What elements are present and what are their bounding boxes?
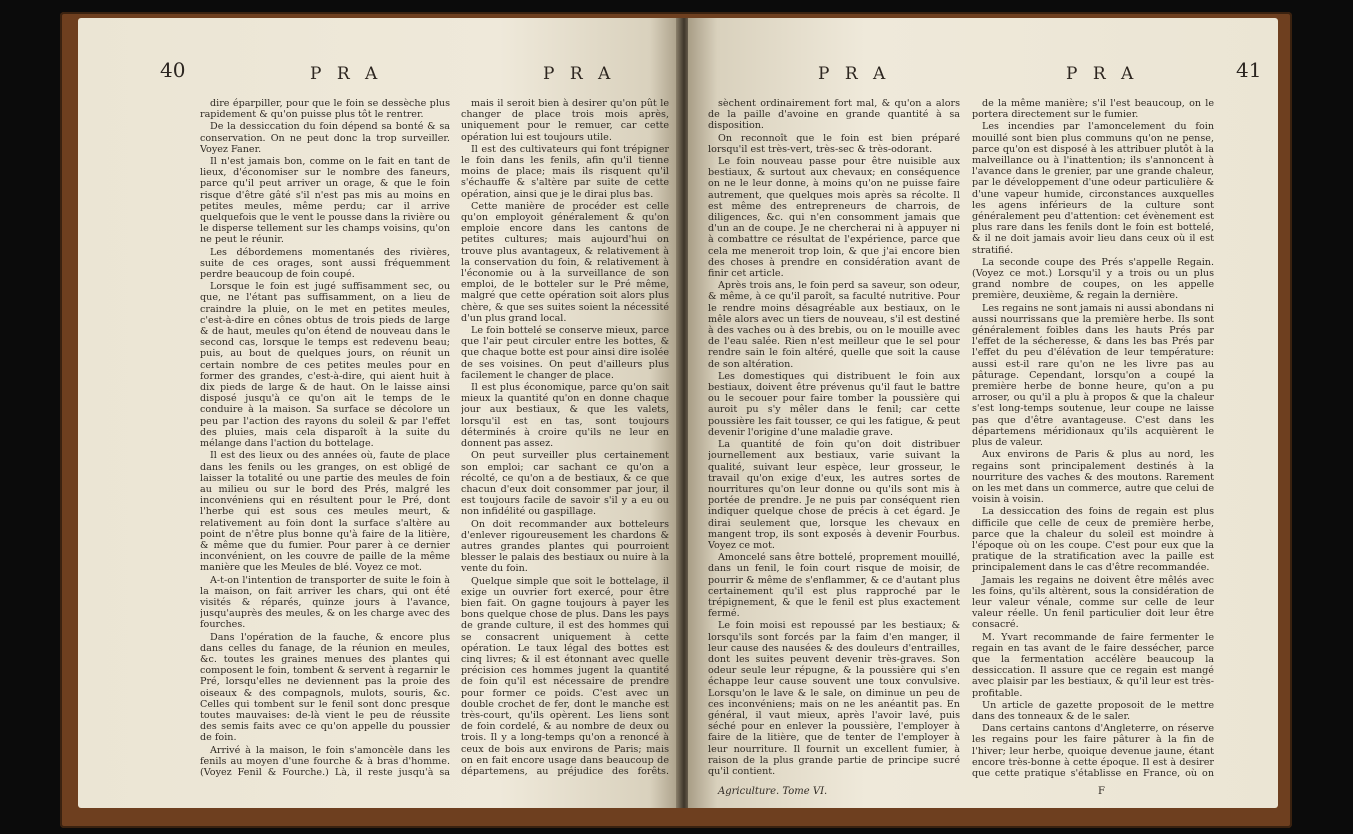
running-head-right-2: P R A (1066, 64, 1139, 84)
paragraph: La dessiccation des foins de regain est plus difficile que celle de ceux de première herbe, parce que la chaleur du soleil est moindre à l'époque où on les coupe. C'est pour eux que la pratique de la stratification avec la paille est principalement dans le cas d'être recommandée. (972, 506, 1214, 574)
paragraph: Après trois ans, le foin perd sa saveur, son odeur, & même, à ce qu'il paroît, sa faculté nutritive. Pour le rendre moins désagréable aux bestiaux, on le mêle alors avec un tiers de nouveau, s'il est destiné à des vaches ou à des brebis, ou on le mouille avec de l'eau salée. Rien n'est meilleur que le sel pour rendre sain le foin altéré, quelle que soit la cause de son altération. (708, 280, 960, 370)
paragraph: Les débordemens momentanés des rivières, suite de ces orages, sont aussi fréquemment perdre beaucoup de foin coupé. (200, 246, 450, 281)
paragraph: Dans l'opération de la fauche, & encore plus dans celles du fanage, de la réunion en meules, &c. toutes les graines menues des plantes qui composent le foin, tombent & servent à regarnir le Pré, lorsqu'elles ne deviennent pas la proie des oiseaux & des compagnols, mulots, souris, &c. Celles qui tombent sur le fenil sont donc presque toutes mauvaises: de-là vient le peu de réussite des semis faits avec ce qu'on appelle du poussier de foin. (200, 631, 450, 744)
paragraph: Les incendies par l'amoncelement du foin mouillé sont bien plus communs qu'on ne pense, parce qu'on est disposé à les attribuer plutôt à la malveillance ou à l'inattention; ils s'annoncent à l'avance dans le grenier, par une grande chaleur, par le développement d'une odeur particulière & d'une vapeur humide, circonstances auxquelles les agens inférieurs de la culture sont généralement peu d'attention: cet évènement est plus rare dans les fenils dont le foin est bottelé, & il ne doit jamais avoir lieu dans ceux où il est stratifié. (972, 121, 1214, 256)
paragraph: Aux environs de Paris & plus au nord, les regains sont principalement destinés à la nourriture des vaches & des moutons. Rarement on les met dans un commerce, autre que celui de voisin à voisin. (972, 449, 1214, 506)
paragraph: Il est plus économique, parce qu'on sait mieux la quantité qu'on en donne chaque jour aux bestiaux, & que les valets, lorsqu'il est en tas, sont toujours déterminés à croire qu'ils ne leur en donnent pas assez. (461, 382, 669, 450)
paragraph: La seconde coupe des Prés s'appelle Regain. (Voyez ce mot.) Lorsqu'il y a trois ou un plus grand nombre de coupes, on les appelle première, deuxième, & regain la dernière. (972, 256, 1214, 302)
paragraph: Jamais les regains ne doivent être mêlés avec les foins, qu'ils altèrent, sous la considération de leur valeur vénale, comme sur celle de leur valeur réelle. Un fenil particulier doit leur être consacré. (972, 574, 1214, 631)
paragraph: dire éparpiller, pour que le foin se dessèche plus rapidement & qu'on puisse plus tôt le rentrer. (200, 98, 450, 121)
paragraph: Les regains ne sont jamais ni aussi abondans ni aussi nourrissans que la première herbe. Ils sont généralement foibles dans les hauts Prés par l'effet de la sécheresse, & dans les bas Prés par l'effet du peu d'élévation de leur température: aussi est-il rare qu'on ne les livre pas au pâturage. Cependant, lorsqu'on a coupé la première herbe de bonne heure, qu'on a pu arroser, ou qu'il a plu à propos & que la chaleur s'est long-temps soutenue, leur coupe ne laisse pas que d'être avantageuse. C'est dans les départemens méridionaux qu'ils acquièrent le plus de valeur. (972, 302, 1214, 449)
right-page (688, 18, 1278, 808)
paragraph: La quantité de foin qu'on doit distribuer journellement aux bestiaux, varie suivant la qualité, suivant leur espèce, leur grosseur, le travail qu'on exige d'eux, les autres sortes de nourritures qu'on leur donne ou qu'ils sont mis à portée de prendre. Je ne puis par conséquent rien indiquer quelque chose de précis à cet égard. Je dirai seulement que, lorsque les chevaux en mangent trop, ils sont exposés à devenir Fourbus. Voyez ce mot. (708, 439, 960, 551)
paragraph: sèchent ordinairement fort mal, & qu'on a alors de la paille d'avoine en grande quantité à sa disposition. (708, 98, 960, 132)
paragraph: Lorsque le foin est jugé suffisamment sec, ou que, ne l'étant pas suffisamment, on a lieu de craindre la pluie, on le met en petites meules, c'est-à-dire en cônes obtus de trois pieds de large & de haut, meules qu'on étend de nouveau dans le second cas, lorsque le temps est redevenu beau; puis, au bout de quelques jours, on réunit un certain nombre de ces petites meules pour en former des grandes, c'est-à-dire, qui aient huit à dix pieds de large & de haut. On le laisse ainsi disposé jusqu'à ce qu'on ait le temps de le conduire à la maison. Sa surface se décolore un peu par l'action des rayons du soleil & par l'effet des pluies, mais cela disparoît à la suite du mélange dans l'action du bottelage. (200, 281, 450, 450)
running-head-left: P R A (310, 64, 383, 84)
running-head-left-2: P R A (543, 64, 616, 84)
text-column-left-1 (200, 98, 450, 778)
running-head-right: P R A (818, 64, 891, 84)
text-column-right-2 (972, 98, 1214, 778)
paragraph: de la même manière; s'il l'est beaucoup, on le portera directement sur le fumier. (972, 98, 1214, 121)
page-footer: Agriculture. Tome VI. (718, 786, 828, 797)
paragraph: Amoncelé sans être bottelé, proprement mouillé, dans un fenil, le foin court risque de moisir, de pourrir & même de s'enflammer, & ce d'autant plus certainement qu'il est plus rapproché par le trépignement, & que le fenil est plus exactement fermé. (708, 552, 960, 620)
paragraph: Arrivé à la maison, le foin s'amoncèle dans les fenils au moyen d'une fourche & à bras d'homme. (Voyez Fenil & Fourche.) Là, il reste jusqu'à sa (200, 744, 450, 778)
paragraph: mais il seroit bien à desirer qu'on pût le changer de place trois mois après, uniquement pour le remuer, car cette opération lui est toujours utile. (461, 98, 669, 143)
paragraph: Le foin nouveau passe pour être nuisible aux bestiaux, & surtout aux chevaux; en conséquence on ne le leur donne, à moins qu'on ne puisse faire autrement, que quelques mois après sa récolte. Il est même des entrepreneurs de charrois, de diligences, &c. qui n'en consomment jamais que d'un an de coupe. Je ne chercherai ni à appuyer ni à combattre ce résultat de l'expérience, parce que cela me meneroit trop loin, & que j'ai encore bien des choses à prendre en considération avant de finir cet article. (708, 156, 960, 280)
page-number-left: 40 (160, 58, 186, 82)
left-page (78, 18, 680, 808)
paragraph: On peut surveiller plus certainement son emploi; car sachant ce qu'on a récolté, ce qu'on a de bestiaux, & ce que chacun d'eux doit consommer par jour, il est toujours facile de savoir s'il y a eu ou non infidélité ou gaspillage. (461, 450, 669, 518)
paragraph: A-t-on l'intention de transporter de suite le foin à la maison, on fait arriver les chars, qui ont été visités & réparés, quinze jours à l'avance, jusqu'auprès des meules, & on les charge avec des fourches. (200, 574, 450, 631)
text-column-left-2 (461, 98, 669, 778)
paragraph: Un article de gazette proposoit de le mettre dans des tonneaux & de le saler. (972, 699, 1214, 722)
paragraph: Le foin moisi est repoussé par les bestiaux; & lorsqu'ils sont forcés par la faim d'en manger, il leur cause des nausées & des douleurs d'entrailles, dont les suites peuvent devenir très-graves. Son odeur seule leur répugne, & la poussière qui s'en échappe leur cause souvent une toux convulsive. Lorsqu'on le lave & le sale, on diminue un peu de ces inconvéniens; mais on ne les anéantit pas. En général, il vaut mieux, après l'avoir lavé, puis séché pour en enlever la poussière, l'employer à faire de la litière, que de tenter de l'employer à leur nourriture. Il fournit un excellent fumier, à raison de la plus grande partie de principe sucré qu'il contient. (708, 620, 960, 777)
paragraph: On reconnoît que le foin est bien préparé lorsqu'il est très-vert, très-sec & très-odorant. (708, 132, 960, 155)
paragraph: De la dessiccation du foin dépend sa bonté & sa conservation. On ne peut donc la trop surveiller. Voyez Faner. (200, 121, 450, 155)
paragraph: M. Yvart recommande de faire fermenter le regain en tas avant de le faire dessécher, parce que la fermentation accélère beaucoup la dessiccation. Il assure que ce regain est mangé avec plaisir par les bestiaux, & qu'il leur est très-profitable. (972, 631, 1214, 699)
paragraph: Le foin bottelé se conserve mieux, parce que l'air peut circuler entre les bottes, & que chaque botte est pour ainsi dire isolée de ses voisines. On peut d'ailleurs plus facilement le changer de place. (461, 325, 669, 381)
paragraph: Cette manière de procéder est celle qu'on employoit généralement & qu'on emploie encore dans les cantons de petites cultures; mais aujourd'hui on trouve plus avantageux, & relativement à la conservation du foin, & relativement à l'économie ou à la surveillance de son emploi, de le botteler sur le Pré même, malgré que cette opération soit alors plus chère, & que ses suites soient la nécessité d'un plus grand local. (461, 200, 669, 324)
paragraph: Dans certains cantons d'Angleterre, on réserve les regains pour les faire pâturer à la fin de l'hiver; leur herbe, quoique devenue jaune, étant encore très-bonne à cette époque. Il est à desirer que cette pratique s'établisse en France, où on (972, 723, 1214, 778)
signature-mark: F (1098, 786, 1105, 797)
text-column-right-1 (708, 98, 960, 778)
paragraph: On doit recommander aux botteleurs d'enlever rigoureusement les chardons & autres grandes plantes qui pourroient blesser le palais des bestiaux ou nuire à la vente du foin. (461, 518, 669, 575)
paragraph: Quelque simple que soit le bottelage, il exige un ouvrier fort exercé, pour être bien fait. On gagne toujours à payer les bons quelque chose de plus. Dans les pays de grande culture, il est des hommes qui se consacrent uniquement à cette opération. Le taux légal des bottes est cinq livres; & il est étonnant avec quelle précision ces hommes jugent la quantité de foin qu'il est nécessaire de prendre pour former ce poids. C'est avec un double crochet de fer, dont le manche est très-court, qu'ils opèrent. Les liens sont de foin cordelé, & au nombre de deux ou trois. Il y a long-temps qu'on a renoncé à ceux de bois aux environs de Paris; mais on en fait encore usage dans beaucoup de départemens, au préjudice des forêts. (461, 575, 669, 777)
paragraph: Les domestiques qui distribuent le foin aux bestiaux, doivent être prévenus qu'il faut le battre ou le secouer pour faire tomber la poussière qui auroit pu s'y mêler dans le fenil; car cette poussière les fait tousser, ce qui les fatigue, & peut devenir l'origine d'une maladie grave. (708, 370, 960, 438)
paragraph: Il est des lieux ou des années où, faute de place dans les fenils ou les granges, on est obligé de laisser la totalité ou une partie des meules de foin au milieu ou sur le bord des Prés, malgré les inconvéniens qui en résultent pour le Pré, dont l'herbe qui est sous ces meules meurt, & relativement au foin dont la surface s'altère au point de n'être plus bonne qu'à faire de la litière, & même que du fumier. Pour parer à ce dernier inconvénient, on les couvre de paille de la même manière que les Meules de blé. Voyez ce mot. (200, 450, 450, 574)
paragraph: Il n'est jamais bon, comme on le fait en tant de lieux, d'économiser sur le nombre des faneurs, parce qu'il peut arriver un orage, & que le foin risque d'être gâté s'il n'est pas mis au moins en petites meules, même perdu; car il arrive quelquefois que le vent le pousse dans la rivière ou le disperse tellement sur les champs voisins, qu'on ne peut le réunir. (200, 156, 450, 246)
paragraph: Il est des cultivateurs qui font trépigner le foin dans les fenils, afin qu'il tienne moins de place; mais ils risquent qu'il s'échauffe & s'altère par suite de cette opération, ainsi que je le dirai plus bas. (461, 143, 669, 200)
page-number-right: 41 (1236, 58, 1262, 82)
